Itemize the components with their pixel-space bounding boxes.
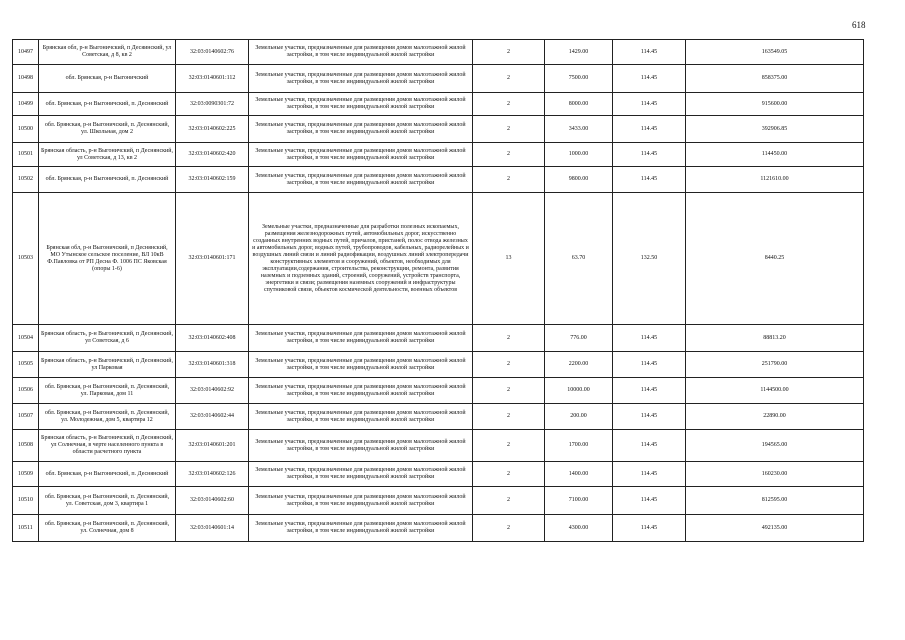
area-cell: 2200.00 <box>545 352 613 378</box>
cadastral-value-cell: 160230.00 <box>686 462 864 487</box>
address-cell: Брянская область, р-н Выгоничский, п Деснянский, ул Советская, д 13, кв 2 <box>39 143 176 167</box>
table-row <box>13 167 864 193</box>
cadastral-number-cell: 32:03:0140602:159 <box>176 167 249 193</box>
address-cell: Брянская обл, р-н Выгоничский, п Десяинский, ул Советская, д 8, кв 2 <box>39 40 176 65</box>
cadastral-value-cell: 251790.00 <box>686 352 864 378</box>
cadastral-value-cell: 858375.00 <box>686 65 864 93</box>
category-code-cell: 2 <box>473 325 545 352</box>
table-row <box>13 116 864 143</box>
row-number-cell: 10498 <box>13 65 39 93</box>
row-number-cell: 10502 <box>13 167 39 193</box>
cadastral-value-cell: 88813.20 <box>686 325 864 352</box>
area-cell: 1700.00 <box>545 430 613 462</box>
specific-value-cell: 114.45 <box>613 40 686 65</box>
area-cell: 8000.00 <box>545 93 613 116</box>
table-row <box>13 404 864 430</box>
specific-value-cell: 114.45 <box>613 167 686 193</box>
area-cell: 7500.00 <box>545 65 613 93</box>
cadastral-value-cell: 8440.25 <box>686 193 864 325</box>
cadastral-value-cell: 1121610.00 <box>686 167 864 193</box>
area-cell: 10000.00 <box>545 378 613 404</box>
cadastral-value-cell: 114450.00 <box>686 143 864 167</box>
cadastral-number-cell: 32:03:0090301:72 <box>176 93 249 116</box>
row-number-cell: 10509 <box>13 462 39 487</box>
specific-value-cell: 114.45 <box>613 116 686 143</box>
address-cell: Брянская область, р-н Выгоничский, п Деснянский, ул Парковая <box>39 352 176 378</box>
table-row <box>13 65 864 93</box>
permitted-use-cell: Земельные участки, предназначенные для размещения домов малоэтажной жилой застройки, в том числе индивидуальной жилой застройки <box>249 430 473 462</box>
permitted-use-cell: Земельные участки, предназначенные для разработки полезных ископаемых, размещения железнодорожных путей, автомобильных дорог, искусственно созданных внутренних водных путей, причалов, пристаней, полос отвода железных и автомобильных дорог, водных путей, трубопроводов, кабельных, радиорелейных и воздушных линий связи и линий радиофикации, воздушных линий электропередачи конструктивных элементов и сооружений, объектов, необходимых для эксплуатации,содержания, строительства, реконструкции, ремонта, развития наземных и подземных зданий, строений, сооружений, устройств транспорта, энергетики и связи; размещения наземных сооружений и инфраструктуры спутниковой связи, объектов космической деятельности, военных объектов <box>249 193 473 325</box>
category-code-cell: 2 <box>473 352 545 378</box>
specific-value-cell: 114.45 <box>613 515 686 542</box>
category-code-cell: 2 <box>473 40 545 65</box>
row-number-cell: 10500 <box>13 116 39 143</box>
specific-value-cell: 114.45 <box>613 143 686 167</box>
row-number-cell: 10510 <box>13 487 39 515</box>
permitted-use-cell: Земельные участки, предназначенные для размещения домов малоэтажной жилой застройки, в том числе индивидуальной жилой застройки <box>249 65 473 93</box>
area-cell: 9800.00 <box>545 167 613 193</box>
category-code-cell: 2 <box>473 487 545 515</box>
table-row <box>13 325 864 352</box>
category-code-cell: 2 <box>473 462 545 487</box>
permitted-use-cell: Земельные участки, предназначенные для размещения домов малоэтажной жилой застройки, в том числе индивидуальной жилой застройки <box>249 378 473 404</box>
address-cell: обл. Брянская, р-н Выгоничский, п. Деснянский <box>39 93 176 116</box>
row-number-cell: 10507 <box>13 404 39 430</box>
permitted-use-cell: Земельные участки, предназначенные для размещения домов малоэтажной жилой застройки, в том числе индивидуальной жилой застройки <box>249 352 473 378</box>
area-cell: 776.00 <box>545 325 613 352</box>
area-cell: 3433.00 <box>545 116 613 143</box>
cadastral-value-cell: 163549.05 <box>686 40 864 65</box>
cadastral-number-cell: 32:03:0140602:420 <box>176 143 249 167</box>
specific-value-cell: 132.50 <box>613 193 686 325</box>
address-cell: обл. Брянская, р-н Выгоничский, п. Деснянский, ул. Молодежная, дом 5, квартира 12 <box>39 404 176 430</box>
cadastral-value-cell: 1144500.00 <box>686 378 864 404</box>
category-code-cell: 2 <box>473 515 545 542</box>
cadastral-number-cell: 32:03:0140601:171 <box>176 193 249 325</box>
address-cell: обл. Брянская, р-н Выгоничский, п. Деснянский <box>39 167 176 193</box>
page-number: 618 <box>852 20 866 30</box>
table-row <box>13 40 864 65</box>
row-number-cell: 10499 <box>13 93 39 116</box>
table-row <box>13 93 864 116</box>
specific-value-cell: 114.45 <box>613 352 686 378</box>
specific-value-cell: 114.45 <box>613 378 686 404</box>
table-body <box>13 40 864 542</box>
cadastral-number-cell: 32:03:0140602:408 <box>176 325 249 352</box>
cadastral-number-cell: 32:03:0140601:318 <box>176 352 249 378</box>
cadastral-number-cell: 32:03:0140602:76 <box>176 40 249 65</box>
cadastral-value-table <box>12 39 864 542</box>
permitted-use-cell: Земельные участки, предназначенные для размещения домов малоэтажной жилой застройки, в том числе индивидуальной жилой застройки <box>249 116 473 143</box>
specific-value-cell: 114.45 <box>613 430 686 462</box>
area-cell: 1000.00 <box>545 143 613 167</box>
cadastral-value-cell: 915600.00 <box>686 93 864 116</box>
permitted-use-cell: Земельные участки, предназначенные для размещения домов малоэтажной жилой застройки, в том числе индивидуальной жилой застройки <box>249 487 473 515</box>
cadastral-value-cell: 194565.00 <box>686 430 864 462</box>
table-row <box>13 462 864 487</box>
table-row <box>13 193 864 325</box>
cadastral-number-cell: 32:03:0140602:92 <box>176 378 249 404</box>
cadastral-number-cell: 32:03:0140601:201 <box>176 430 249 462</box>
area-cell: 4300.00 <box>545 515 613 542</box>
address-cell: обл. Брянская, р-н Выгоничский, п. Деснянский, ул. Школьная, дом 2 <box>39 116 176 143</box>
table-row <box>13 378 864 404</box>
category-code-cell: 2 <box>473 143 545 167</box>
address-cell: обл. Брянская, р-н Выгоничский, п. Деснянский, ул. Советская, дом 3, квартира 1 <box>39 487 176 515</box>
cadastral-number-cell: 32:03:0140602:126 <box>176 462 249 487</box>
cadastral-value-cell: 492135.00 <box>686 515 864 542</box>
cadastral-number-cell: 32:03:0140601:112 <box>176 65 249 93</box>
address-cell: Брянская область, р-н Выгоничский, п Деснянский, ул Советская, д 6 <box>39 325 176 352</box>
area-cell: 200.00 <box>545 404 613 430</box>
row-number-cell: 10501 <box>13 143 39 167</box>
category-code-cell: 2 <box>473 404 545 430</box>
permitted-use-cell: Земельные участки, предназначенные для размещения домов малоэтажной жилой застройки, в том числе индивидуальной жилой застройки <box>249 462 473 487</box>
permitted-use-cell: Земельные участки, предназначенные для размещения домов малоэтажной жилой застройки, в том числе индивидуальной жилой застройки <box>249 143 473 167</box>
table-row <box>13 352 864 378</box>
permitted-use-cell: Земельные участки, предназначенные для размещения домов малоэтажной жилой застройки, в том числе индивидуальной жилой застройки <box>249 93 473 116</box>
category-code-cell: 2 <box>473 167 545 193</box>
permitted-use-cell: Земельные участки, предназначенные для размещения домов малоэтажной жилой застройки, в том числе индивидуальной жилой застройки <box>249 167 473 193</box>
category-code-cell: 13 <box>473 193 545 325</box>
area-cell: 63.70 <box>545 193 613 325</box>
row-number-cell: 10497 <box>13 40 39 65</box>
address-cell: обл. Брянская, р-н Выгоничский, п. Деснянский <box>39 462 176 487</box>
row-number-cell: 10508 <box>13 430 39 462</box>
category-code-cell: 2 <box>473 93 545 116</box>
cadastral-number-cell: 32:03:0140602:44 <box>176 404 249 430</box>
row-number-cell: 10506 <box>13 378 39 404</box>
category-code-cell: 2 <box>473 65 545 93</box>
cadastral-value-cell: 812595.00 <box>686 487 864 515</box>
table-row <box>13 487 864 515</box>
specific-value-cell: 114.45 <box>613 325 686 352</box>
area-cell: 1400.00 <box>545 462 613 487</box>
cadastral-value-cell: 22890.00 <box>686 404 864 430</box>
specific-value-cell: 114.45 <box>613 404 686 430</box>
address-cell: Брянская обл, р-н Выгоничский, п Деснянский, МО Утынское сельское поселение, ВЛ 10кВ Ф.Павловка от РП Десна Ф. 1006 ПС Яковская (опоры 1-6) <box>39 193 176 325</box>
cadastral-number-cell: 32:03:0140602:60 <box>176 487 249 515</box>
row-number-cell: 10503 <box>13 193 39 325</box>
specific-value-cell: 114.45 <box>613 487 686 515</box>
permitted-use-cell: Земельные участки, предназначенные для размещения домов малоэтажной жилой застройки, в том числе индивидуальной жилой застройки <box>249 325 473 352</box>
cadastral-value-cell: 392906.85 <box>686 116 864 143</box>
specific-value-cell: 114.45 <box>613 462 686 487</box>
row-number-cell: 10511 <box>13 515 39 542</box>
specific-value-cell: 114.45 <box>613 93 686 116</box>
address-cell: обл. Брянская, р-н Выгоничский <box>39 65 176 93</box>
table-row <box>13 515 864 542</box>
cadastral-number-cell: 32:03:0140601:14 <box>176 515 249 542</box>
area-cell: 7100.00 <box>545 487 613 515</box>
category-code-cell: 2 <box>473 430 545 462</box>
row-number-cell: 10504 <box>13 325 39 352</box>
cadastral-number-cell: 32:03:0140602:225 <box>176 116 249 143</box>
row-number-cell: 10505 <box>13 352 39 378</box>
address-cell: обл. Брянская, р-н Выгоничский, п. Деснянский, ул. Солнечная, дом 8 <box>39 515 176 542</box>
address-cell: обл. Брянская, р-н Выгоничский, п. Деснянский, ул. Парковая, дом 11 <box>39 378 176 404</box>
permitted-use-cell: Земельные участки, предназначенные для размещения домов малоэтажной жилой застройки, в том числе индивидуальной жилой застройки <box>249 40 473 65</box>
category-code-cell: 2 <box>473 378 545 404</box>
specific-value-cell: 114.45 <box>613 65 686 93</box>
address-cell: Брянская область, р-н Выгоничский, п Деснянский, ул Солнечная, в черте населенного пункта в области расчетного пункта <box>39 430 176 462</box>
category-code-cell: 2 <box>473 116 545 143</box>
permitted-use-cell: Земельные участки, предназначенные для размещения домов малоэтажной жилой застройки, в том числе индивидуальной жилой застройки <box>249 404 473 430</box>
table-row <box>13 143 864 167</box>
permitted-use-cell: Земельные участки, предназначенные для размещения домов малоэтажной жилой застройки, в том числе индивидуальной жилой застройки <box>249 515 473 542</box>
area-cell: 1429.00 <box>545 40 613 65</box>
table-row <box>13 430 864 462</box>
